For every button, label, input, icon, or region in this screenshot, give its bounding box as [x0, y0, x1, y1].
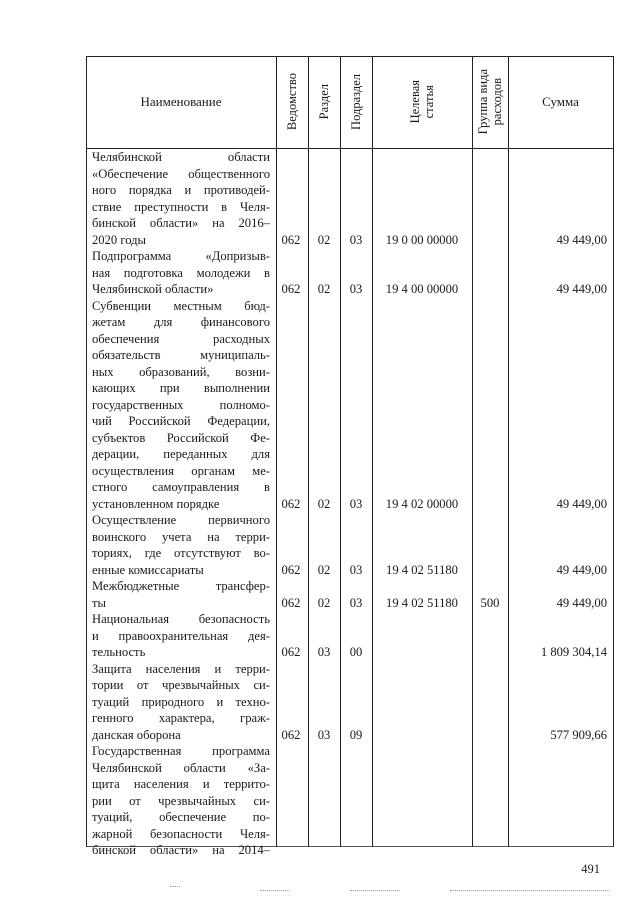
row-name-line: бинской области» на 2014– [92, 843, 270, 857]
cell-razdel: 03 [317, 727, 331, 742]
row-name-line: Челябинской области» [92, 282, 214, 296]
header-razdel-text: Раздел [317, 84, 331, 120]
header-celevaya-statya [372, 56, 472, 148]
row-name-line: ствие преступности в Челя- [92, 199, 270, 214]
row-name-line: генного характера, граж- [92, 711, 270, 725]
header-podrazdel-text: Подраздел [349, 74, 363, 130]
row-name [92, 661, 270, 744]
cell-vedomstvo: 062 [281, 595, 301, 610]
cell-summa: 49 449,00 [556, 496, 607, 511]
header-vedomstvo [276, 56, 308, 148]
row-name-line: туаций природного и техно- [92, 694, 270, 709]
table-row [86, 578, 613, 611]
row-name-line: Челябинской области «За- [92, 760, 270, 775]
table-row [86, 298, 613, 513]
header-razdel [308, 56, 340, 148]
cell-razdel: 02 [317, 282, 331, 296]
page-number: 491 [581, 862, 600, 876]
row-name-line: Государственная программа [92, 744, 270, 758]
cell-vedomstvo: 062 [281, 496, 301, 511]
row-name-line: щита населения и террито- [92, 777, 270, 791]
table-row [86, 743, 613, 859]
header-vedomstvo-text: Ведомство [285, 73, 299, 131]
cell-summa: 577 909,66 [550, 727, 607, 742]
table-row [86, 248, 613, 298]
scan-mark [350, 890, 400, 891]
cell-razdel: 02 [317, 562, 331, 577]
scan-mark [260, 890, 290, 891]
table-row [86, 611, 613, 661]
cell-vedomstvo: 062 [281, 282, 301, 296]
row-name [92, 743, 270, 859]
row-name-line: ная подготовка молодежи в [92, 265, 270, 280]
header-gruppa-line: Группа вида [476, 69, 490, 135]
cell-celevaya-statya: 19 4 02 51180 [386, 562, 458, 577]
cell-razdel: 02 [317, 595, 331, 610]
row-name-line: Подпрограмма «Допризыв- [92, 249, 270, 263]
cell-summa: 49 449,00 [556, 595, 607, 610]
row-name-line: «Обеспечение общественного [92, 166, 270, 181]
footer-scan-marks [170, 884, 610, 894]
header-gruppa [472, 56, 508, 148]
row-name-line: Субвенции местным бюд- [92, 298, 270, 313]
row-name-line: бинской области» на 2016– [92, 216, 270, 230]
cell-razdel: 03 [317, 645, 331, 659]
col-border [613, 56, 614, 847]
row-name-line: Челябинской области [92, 150, 270, 164]
row-name-line: жетам для финансового [92, 315, 270, 329]
table-row [86, 512, 613, 578]
row-name-line: ных образований, возни- [92, 364, 270, 379]
cell-vedomstvo: 062 [281, 727, 301, 742]
cell-summa: 49 449,00 [556, 562, 607, 577]
header-gruppa-text [476, 69, 504, 134]
row-name [92, 298, 270, 513]
header-celevaya-statya-text [408, 80, 436, 123]
row-name-line: енные комиссариаты [92, 562, 204, 577]
row-name-line: тории от чрезвычайных си- [92, 678, 270, 692]
row-name [92, 578, 270, 611]
cell-podrazdel: 03 [349, 562, 363, 577]
header-podrazdel [340, 56, 372, 148]
cell-summa: 49 449,00 [556, 232, 607, 247]
header-summa: Сумма [542, 94, 579, 109]
row-name-line: Межбюджетные трансфер- [92, 579, 270, 593]
cell-podrazdel: 09 [349, 727, 363, 742]
cell-podrazdel: 03 [349, 595, 363, 610]
row-name-line: туаций, обеспечение по- [92, 810, 270, 824]
cell-razdel: 02 [317, 232, 331, 247]
row-name-line: данская оборона [92, 727, 181, 742]
cell-summa: 49 449,00 [556, 282, 607, 296]
row-name [92, 248, 270, 298]
table-row [86, 661, 613, 744]
cell-vedomstvo: 062 [281, 562, 301, 577]
cell-gruppa: 500 [480, 595, 500, 610]
row-name-line: 2020 годы [92, 232, 146, 247]
table-row [86, 149, 613, 248]
row-name [92, 149, 270, 248]
row-name-line: чий Российской Федерации, [92, 414, 270, 428]
cell-podrazdel: 03 [349, 496, 363, 511]
row-name-line: Защита населения и терри- [92, 661, 270, 676]
cell-celevaya-statya: 19 4 02 51180 [386, 595, 458, 610]
row-name-line: ного порядка и противодей- [92, 183, 270, 197]
row-name-line: ты [92, 595, 106, 610]
row-name-line: обязательств муниципаль- [92, 348, 270, 362]
header-name: Наименование [140, 94, 222, 109]
header-celevaya-line: статья [422, 85, 436, 119]
header-gruppa-line: расходов [490, 78, 504, 126]
row-name-line: рии от чрезвычайных си- [92, 793, 270, 808]
row-name-line: Осуществление первичного [92, 513, 270, 527]
cell-podrazdel: 00 [349, 645, 363, 659]
cell-vedomstvo: 062 [281, 232, 301, 247]
row-name-line: установленном порядке [92, 496, 220, 511]
cell-celevaya-statya: 19 4 00 00000 [385, 282, 459, 296]
row-name-line: тельность [92, 645, 146, 659]
row-name-line: воинского учета на терри- [92, 529, 270, 544]
cell-podrazdel: 03 [349, 232, 363, 247]
cell-vedomstvo: 062 [281, 645, 301, 659]
row-name-line: обеспечения расходных [92, 331, 270, 346]
cell-podrazdel: 03 [349, 282, 363, 296]
row-name-line: ториях, где отсутствуют во- [92, 546, 270, 560]
cell-celevaya-statya: 19 0 00 00000 [385, 232, 459, 247]
scan-mark [170, 886, 180, 887]
row-name [92, 512, 270, 578]
cell-razdel: 02 [317, 496, 331, 511]
row-name [92, 611, 270, 661]
row-name-line: Национальная безопасность [92, 612, 270, 626]
row-name-line: кающих при выполнении [92, 381, 270, 395]
cell-celevaya-statya: 19 4 02 00000 [385, 496, 459, 511]
cell-summa: 1 809 304,14 [540, 645, 607, 659]
row-name-line: жарной безопасности Челя- [92, 826, 270, 841]
row-name-line: стного самоуправления в [92, 480, 270, 494]
row-name-line: государственных полномо- [92, 397, 270, 412]
row-name-line: осуществления органам ме- [92, 463, 270, 478]
row-name-line: дерации, переданных для [92, 447, 270, 461]
header-celevaya-line: Целевая [408, 80, 422, 124]
row-name-line: и правоохранительная дея- [92, 628, 270, 643]
scan-mark [450, 890, 610, 891]
row-name-line: субъектов Российской Фе- [92, 430, 270, 445]
